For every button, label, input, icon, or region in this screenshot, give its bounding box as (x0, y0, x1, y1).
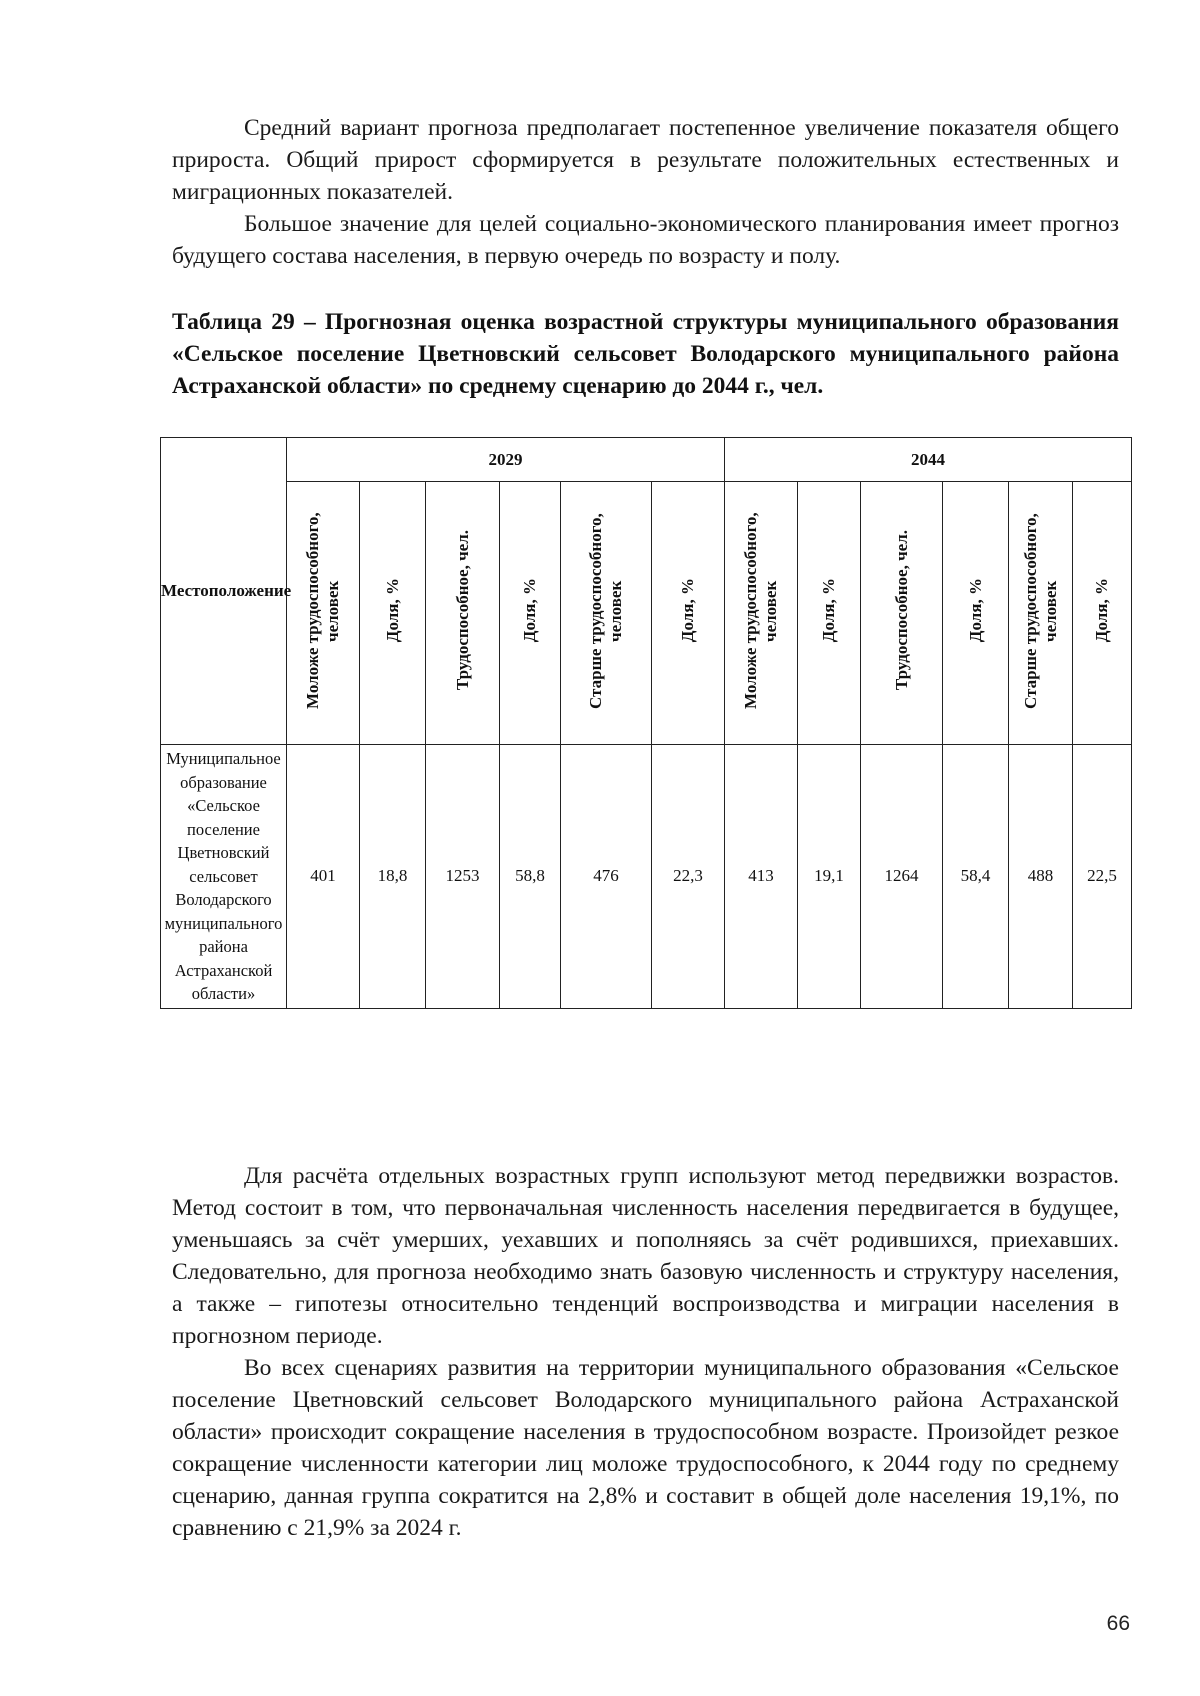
column-header: Доля, % (798, 482, 861, 745)
column-header: Доля, % (500, 482, 561, 745)
column-header: Старше трудоспособного, человек (561, 482, 652, 745)
column-header: Трудоспособное, чел. (861, 482, 943, 745)
column-header: Доля, % (652, 482, 725, 745)
table-cell: 1253 (426, 745, 500, 1009)
table-cell: 22,5 (1073, 745, 1132, 1009)
year-header-2029: 2029 (287, 438, 725, 482)
column-header: Моложе трудоспособного, человек (725, 482, 798, 745)
table-cell: 22,3 (652, 745, 725, 1009)
column-header: Моложе трудоспособного, человек (287, 482, 360, 745)
table-cell: 58,8 (500, 745, 561, 1009)
paragraph: Средний вариант прогноза предполагает постепенное увеличение показателя общего прироста. Общий прирост сформируется в результате положительных естественных и миграционных показателей. (172, 115, 1119, 205)
table-cell: 413 (725, 745, 798, 1009)
table-cell: 19,1 (798, 745, 861, 1009)
table-cell: 401 (287, 745, 360, 1009)
page-number: 66 (1106, 1612, 1130, 1635)
column-header: Трудоспособное, чел. (426, 482, 500, 745)
outro-text (172, 1160, 1119, 1544)
intro-text (172, 112, 1119, 272)
column-header: Доля, % (943, 482, 1009, 745)
column-header: Старше трудоспособного, человек (1009, 482, 1073, 745)
table-cell: 58,4 (943, 745, 1009, 1009)
paragraph: Для расчёта отдельных возрастных групп используют метод передвижки возрастов. Метод состоит в том, что первоначальная численность населения передвигается в будущее, уменьшаясь за счёт умерших, уехавших и пополняясь за счёт родившихся, приехавших. Следовательно, для прогноза необходимо знать базовую численность и структуру населения, а также – гипотезы относительно тенденций воспроизводства и миграции населения в прогнозном периоде. (172, 1163, 1119, 1349)
column-header: Доля, % (1073, 482, 1132, 745)
paragraph: Большое значение для целей социально-экономического планирования имеет прогноз будущего состава населения, в первую очередь по возрасту и полу. (172, 211, 1119, 269)
age-structure-table (160, 437, 1132, 1009)
location-cell: Муниципальное образование «Сельское поселение Цветновский сельсовет Володарского муниципального района Астраханской области» (161, 745, 287, 1009)
table-cell: 1264 (861, 745, 943, 1009)
column-header: Доля, % (360, 482, 426, 745)
table-caption: Таблица 29 – Прогнозная оценка возрастной структуры муниципального образования «Сельское поселение Цветновский сельсовет Володарского муниципального района Астраханской области» по среднему сценарию до 2044 г., чел. (172, 309, 1119, 399)
table-cell: 18,8 (360, 745, 426, 1009)
location-header: Местоположение (161, 438, 287, 745)
year-header-2044: 2044 (725, 438, 1132, 482)
table-cell: 476 (561, 745, 652, 1009)
table-row (161, 745, 1132, 1009)
paragraph: Во всех сценариях развития на территории муниципального образования «Сельское поселение Цветновский сельсовет Володарского муниципального района Астраханской области» происходит сокращение населения в трудоспособном возрасте. Произойдет резкое сокращение численности категории лиц моложе трудоспособного, к 2044 году по среднему сценарию, данная группа сократится на 2,8% и составит в общей доле населения 19,1%, по сравнению с 21,9% за 2024 г. (172, 1355, 1119, 1541)
table-cell: 488 (1009, 745, 1073, 1009)
